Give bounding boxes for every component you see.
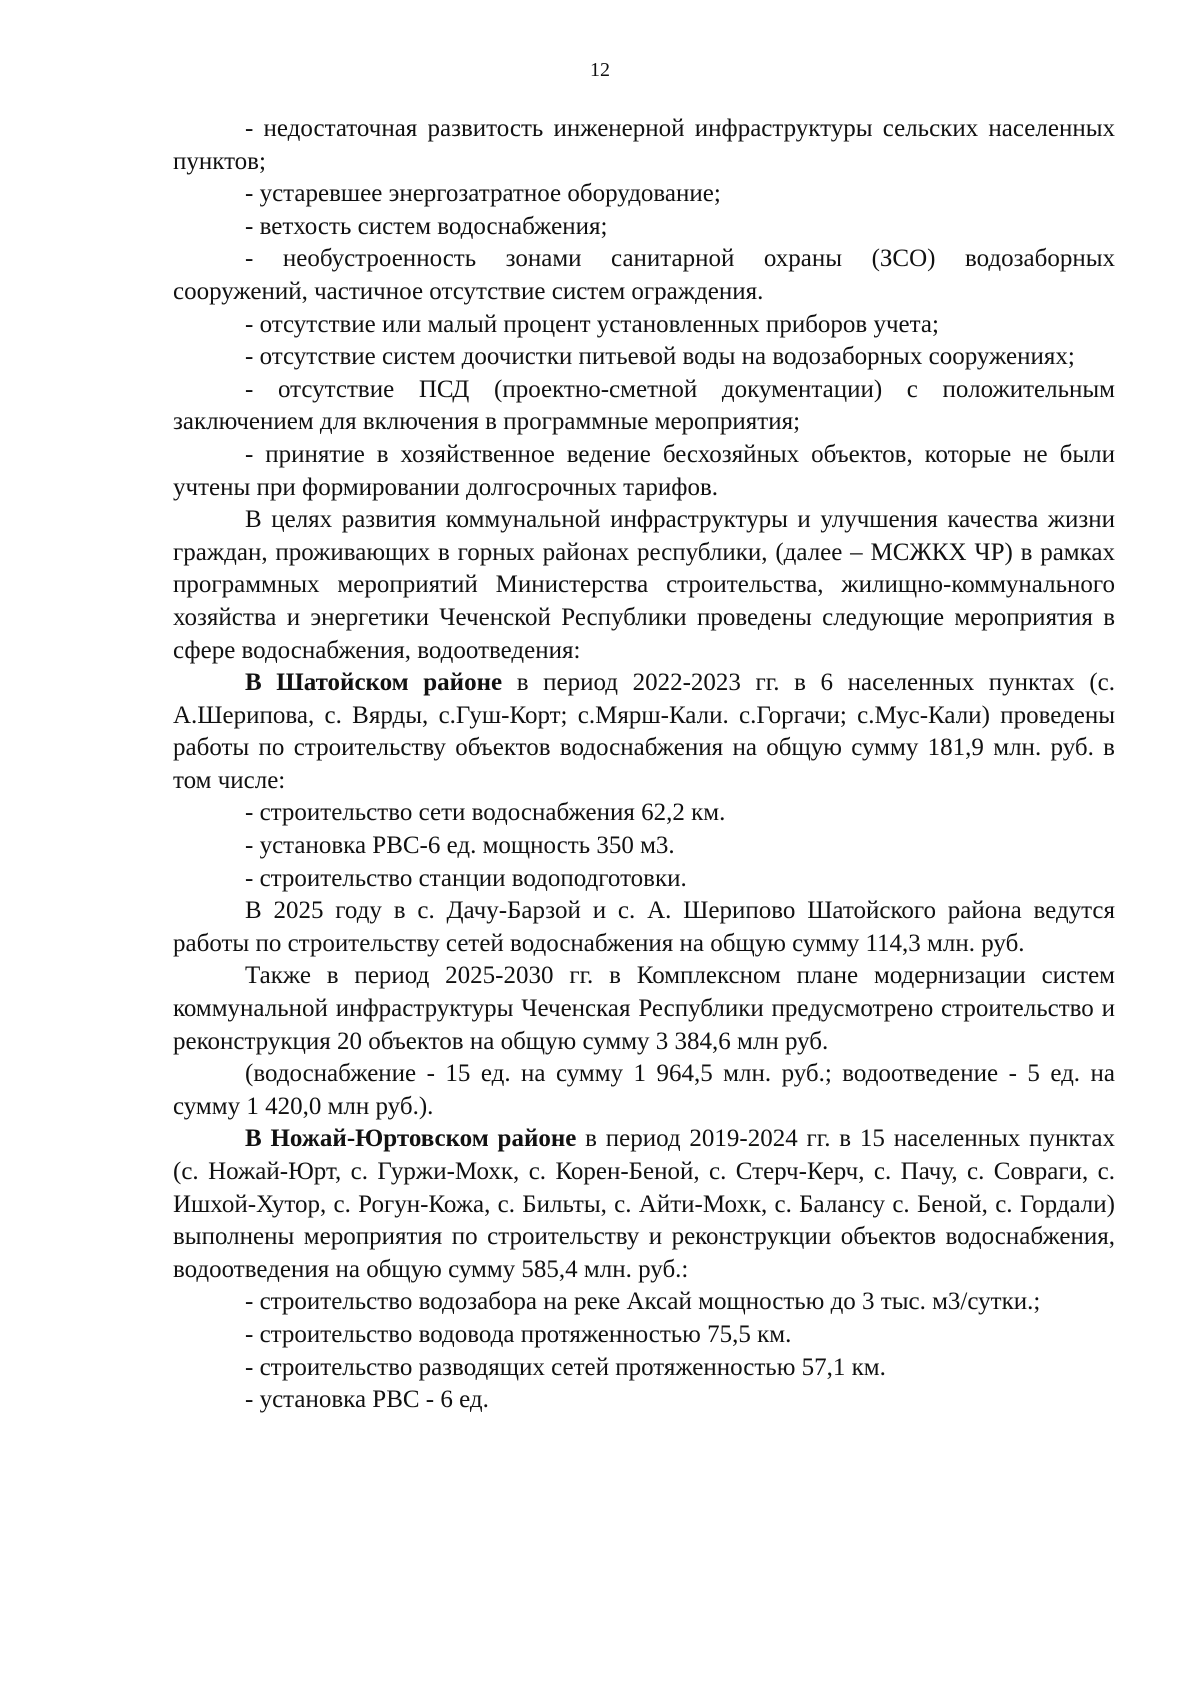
- paragraph-shatoy-district: [173, 667, 1115, 797]
- list-item-distribution-networks: [173, 1352, 1115, 1385]
- list-item-network: [173, 797, 1115, 830]
- page-number: 12: [590, 59, 610, 81]
- paragraph-text: - строительство водовода протяженностью 75,5 км.: [245, 1320, 792, 1348]
- paragraph-text: - строительство водозабора на реке Аксай мощностью до 3 тыс. м3/сутки.;: [245, 1288, 1041, 1316]
- paragraph-nozhay-yurt-district: [173, 1123, 1115, 1286]
- list-item-tanks-installation: [173, 1384, 1115, 1417]
- list-item-tanks: [173, 830, 1115, 863]
- paragraph-text: - отсутствие или малый процент установленных приборов учета;: [245, 310, 939, 338]
- list-item-water-systems: [173, 211, 1115, 244]
- list-item-design-docs: [173, 374, 1115, 439]
- list-item-water-intake: [173, 1286, 1115, 1319]
- district-heading: В Шатойском районе: [245, 669, 503, 697]
- paragraph-text: - строительство станции водоподготовки.: [245, 864, 687, 892]
- list-item-sanitary-zones: [173, 243, 1115, 308]
- document-body: [173, 113, 1115, 1417]
- paragraph-text: - принятие в хозяйственное ведение бесхозяйных объектов, которые не были учтены при формировании долгосрочных тарифов.: [173, 440, 1115, 501]
- list-item-meters: [173, 309, 1115, 342]
- list-item-equipment: [173, 178, 1115, 211]
- paragraph-text: - установка РВС - 6 ед.: [245, 1386, 489, 1414]
- paragraph-text: - необустроенность зонами санитарной охраны (ЗСО) водозаборных сооружений, частичное отсутствие систем ограждения.: [173, 245, 1115, 305]
- list-item-infrastructure: [173, 113, 1115, 178]
- paragraph-text: - недостаточная развитость инженерной инфраструктуры сельских населенных пунктов;: [173, 115, 1115, 175]
- paragraph-text: - отсутствие ПСД (проектно-сметной документации) с положительным заключением для включения в программные мероприятия;: [173, 375, 1115, 436]
- paragraph-text: - отсутствие систем доочистки питьевой воды на водозаборных сооружениях;: [245, 343, 1075, 371]
- paragraph-text: В целях развития коммунальной инфраструктуры и улучшения качества жизни граждан, проживающих в горных районах республики, (далее – МСЖКХ ЧР) в рамках программных мероприятий Министерства строительства, жилищно-коммунального хозяйства и энергетики Чеченской Республики проведены следующие мероприятия в сфере водоснабжения, водоотведения:: [173, 506, 1115, 664]
- paragraph-text: - строительство разводящих сетей протяженностью 57,1 км.: [245, 1353, 886, 1381]
- paragraph-text: В 2025 году в с. Дачу-Барзой и с. А. Шерипово Шатойского района ведутся работы по строительству сетей водоснабжения на общую сумму 114,3 млн. руб.: [173, 897, 1115, 957]
- district-heading: В Ножай-Юртовском районе: [245, 1125, 577, 1153]
- paragraph-text: (водоснабжение - 15 ед. на сумму 1 964,5 млн. руб.; водоотведение - 5 ед. на сумму 1 420,0 млн руб.).: [173, 1060, 1115, 1120]
- list-item-water-treatment: [173, 341, 1115, 374]
- list-item-ownerless-objects: [173, 439, 1115, 504]
- paragraph-text: - строительство сети водоснабжения 62,2 км.: [245, 799, 726, 827]
- list-item-water-conduit: [173, 1319, 1115, 1352]
- paragraph-text: в период 2022-2023 гг. в 6 населенных пунктах (с. А.Шерипова, с. Вярды, с.Гуш-Корт; с.Мярш-Кали. с.Горгачи; с.Мус-Кали) проведены работы по строительству объектов водоснабжения на общую сумму 181,9 млн. руб. в том числе:: [173, 669, 1115, 794]
- paragraph-text: в период 2019-2024 гг. в 15 населенных пунктах (с. Ножай-Юрт, с. Гуржи-Мохк, с. Корен-Беной, с. Стерч-Керч, с. Пачу, с. Совраги, с. Ишхой-Хутор, с. Рогун-Кожа, с. Бильты, с. Айти-Мохк, с. Балансу с. Беной, с. Гордали) выполнены мероприятия по строительству и реконструкции объектов водоснабжения, водоотведения на общую сумму 585,4 млн. руб.:: [173, 1125, 1115, 1283]
- paragraph-modernization-plan: [173, 960, 1115, 1058]
- paragraph-text: Также в период 2025-2030 гг. в Комплексном плане модернизации систем коммунальной инфраструктуры Чеченская Республики предусмотрено строительство и реконструкция 20 объектов на общую сумму 3 384,6 млн руб.: [173, 962, 1115, 1055]
- paragraph-text: - устаревшее энергозатратное оборудование;: [245, 180, 721, 208]
- paragraph-text: - установка РВС-6 ед. мощность 350 м3.: [245, 832, 675, 860]
- list-item-treatment-station: [173, 863, 1115, 896]
- paragraph-2025-works: [173, 895, 1115, 960]
- paragraph-text: - ветхость систем водоснабжения;: [245, 212, 608, 240]
- paragraph-plan-breakdown: [173, 1058, 1115, 1123]
- paragraph-intro: [173, 504, 1115, 667]
